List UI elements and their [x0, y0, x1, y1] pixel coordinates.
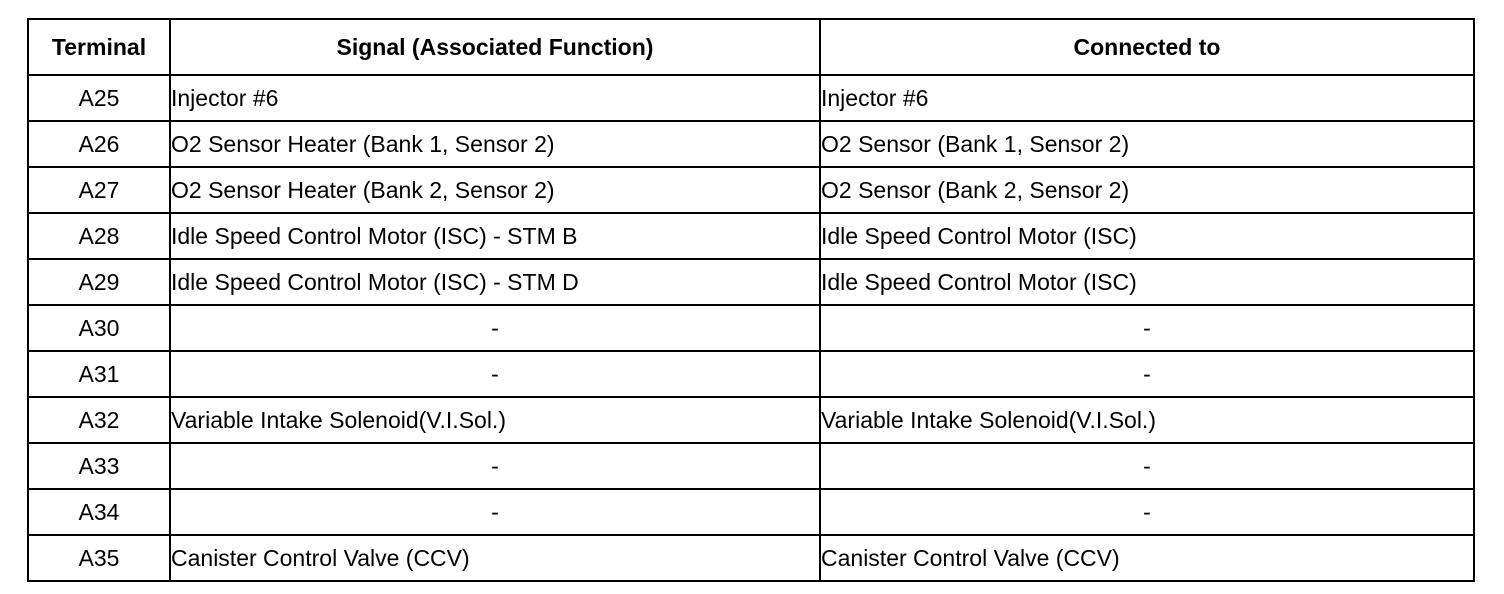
connected-cell: -: [820, 305, 1474, 351]
signal-cell: -: [170, 305, 820, 351]
signal-cell: Variable Intake Solenoid(V.I.Sol.): [170, 397, 820, 443]
connected-cell: Canister Control Valve (CCV): [820, 535, 1474, 581]
terminal-cell: A29: [28, 259, 170, 305]
table-row: [28, 351, 1474, 397]
table-row: [28, 167, 1474, 213]
table-row: [28, 213, 1474, 259]
terminal-cell: A32: [28, 397, 170, 443]
signal-cell: O2 Sensor Heater (Bank 2, Sensor 2): [170, 167, 820, 213]
signal-cell: -: [170, 351, 820, 397]
connected-cell: Idle Speed Control Motor (ISC): [820, 259, 1474, 305]
connected-cell: O2 Sensor (Bank 2, Sensor 2): [820, 167, 1474, 213]
signal-cell: O2 Sensor Heater (Bank 1, Sensor 2): [170, 121, 820, 167]
signal-cell: Idle Speed Control Motor (ISC) - STM D: [170, 259, 820, 305]
signal-cell: -: [170, 489, 820, 535]
terminal-cell: A30: [28, 305, 170, 351]
table-row: [28, 443, 1474, 489]
table-row: [28, 489, 1474, 535]
table-row: [28, 305, 1474, 351]
connected-cell: Idle Speed Control Motor (ISC): [820, 213, 1474, 259]
header-connected-to: Connected to: [820, 19, 1474, 75]
table-row: [28, 121, 1474, 167]
terminal-cell: A26: [28, 121, 170, 167]
document-sheet: [27, 18, 1473, 586]
terminal-cell: A34: [28, 489, 170, 535]
signal-cell: Idle Speed Control Motor (ISC) - STM B: [170, 213, 820, 259]
signal-cell: -: [170, 443, 820, 489]
connected-cell: Variable Intake Solenoid(V.I.Sol.): [820, 397, 1474, 443]
connected-cell: O2 Sensor (Bank 1, Sensor 2): [820, 121, 1474, 167]
connected-cell: -: [820, 489, 1474, 535]
signal-cell: Injector #6: [170, 75, 820, 121]
terminal-cell: A27: [28, 167, 170, 213]
terminal-cell: A28: [28, 213, 170, 259]
terminal-pinout-table: [27, 18, 1475, 582]
table-header-row: [28, 19, 1474, 75]
table-row: [28, 75, 1474, 121]
table-row: [28, 397, 1474, 443]
table-row: [28, 535, 1474, 581]
terminal-cell: A31: [28, 351, 170, 397]
connected-cell: -: [820, 443, 1474, 489]
header-terminal: Terminal: [28, 19, 170, 75]
signal-cell: Canister Control Valve (CCV): [170, 535, 820, 581]
terminal-cell: A25: [28, 75, 170, 121]
terminal-cell: A33: [28, 443, 170, 489]
table-row: [28, 259, 1474, 305]
connected-cell: Injector #6: [820, 75, 1474, 121]
connected-cell: -: [820, 351, 1474, 397]
header-signal: Signal (Associated Function): [170, 19, 820, 75]
terminal-cell: A35: [28, 535, 170, 581]
